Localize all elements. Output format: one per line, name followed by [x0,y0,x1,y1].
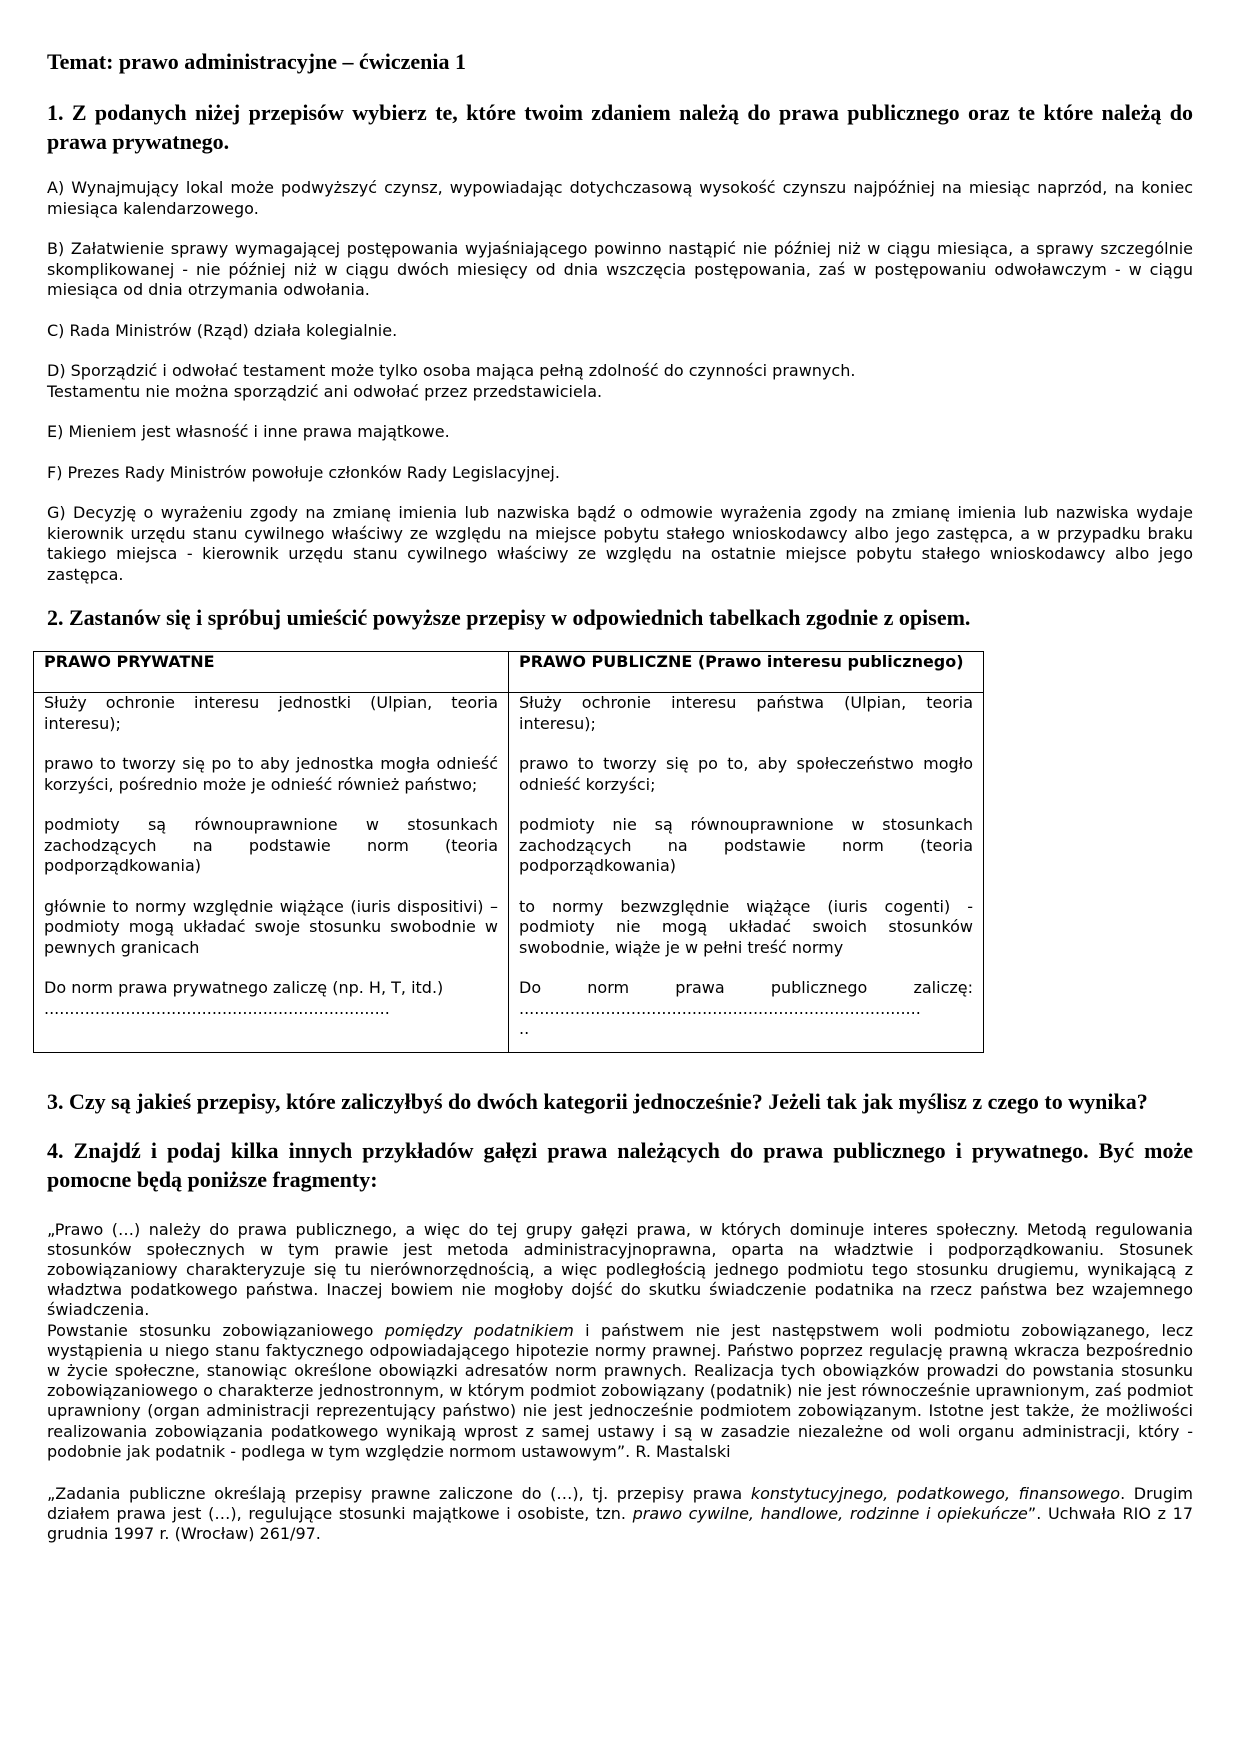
public-item-3: podmioty nie są równouprawnione w stosunkach zachodzących na podstawie norm (teoria podporządkowania) [519,815,973,875]
question-2: 2. Zastanów się i spróbuj umieścić powyższe przepisy w odpowiednich tabelkach zgodnie z opisem. [47,605,971,630]
provision-a: A) Wynajmujący lokal może podwyższyć czynsz, wypowiadając dotychczasową wysokość czynszu najpóźniej na miesiąc naprzód, na koniec miesiąca kalendarzowego. [47,178,1193,218]
quote-mastalski-p2: Powstanie stosunku zobowiązaniowego pomiędzy podatnikiem i państwem nie jest następstwem woli podmiotu zobowiązanego, lecz wystąpienia u niego stanu faktycznego odpowiadającego hipotezie normy prawnej. Państwo poprzez regulację prawną wkracza bezpośrednio w życie społeczne, stanowiąc określone obowiązki adresatów norm prawnych. Realizacja tych obowiązków prowadzi do powstania stosunku zobowiązaniowego o charakterze jednostronnym, w którym podmiot zobowiązany (podatnik) nie jest równocześnie uprawnionym, zaś podmiot uprawniony (organ administracji reprezentujący państwo) nie jest jednocześnie podmiotem zobowiązanym. Istotne jest także, że możliwości realizowania zobowiązania podatkowego wynikają wprost z samej ustawy i są w zasadzie niezależne od woli organu administracji, który - podobnie jak podatnik - podlega w tym względzie normom ustawowym”. R. Mastalski [47,1320,1193,1461]
private-item-1: Służy ochronie interesu jednostki (Ulpian, teoria interesu); [44,693,498,733]
provision-f: F) Prezes Rady Ministrów powołuje członków Rady Legislacyjnej. [47,462,560,482]
provision-b: B) Załatwienie sprawy wymagającej postępowania wyjaśniającego powinno nastąpić nie później niż w ciągu miesiąca, a sprawy szczególnie skomplikowanej - nie później niż w ciągu dwóch miesięcy od dnia wszczęcia postępowania, zaś w postępowaniu odwoławczym - w ciągu miesiąca od dnia otrzymania odwołania. [47,239,1193,299]
public-item-2: prawo to tworzy się po to, aby społeczeństwo mogło odnieść korzyści; [519,754,973,794]
public-item-5: Do norm prawa publicznego zaliczę: ............................................................................... .. [519,978,973,1038]
header-public-law: PRAWO PUBLICZNE (Prawo interesu publicznego) [509,652,984,693]
public-law-cell [509,693,984,1053]
table-header-row [34,652,984,693]
private-item-5: Do norm prawa prywatnego zaliczę (np. H, T, itd.) .................................................................... [44,978,444,1018]
question-3: 3. Czy są jakieś przepisy, które zaliczyłbyś do dwóch kategorii jednocześnie? Jeżeli tak jak myślisz z czego to wynika? [47,1088,1148,1114]
provision-d-line2: Testamentu nie można sporządzić ani odwołać przez przedstawiciela. [47,381,603,401]
provision-c: C) Rada Ministrów (Rząd) działa kolegialnie. [47,320,398,340]
provision-e: E) Mieniem jest własność i inne prawa majątkowe. [47,422,450,441]
header-private-law: PRAWO PRYWATNE [34,652,509,693]
document-title: Temat: prawo administracyjne – ćwiczenia 1 [47,49,466,74]
quote-mastalski-p1: „Prawo (…) należy do prawa publicznego, a więc do tej grupy gałęzi prawa, w których dominuje interes społeczny. Metodą regulowania stosunków społecznych w tym prawie jest metoda administracyjnoprawna, oparta na władztwie i podporządkowaniu. Stosunek zobowiązaniowy charakteryzuje się tu nierównorzędnością, a więc podległością jednego podmiotu tego stosunku drugiemu, wynikającą z władztwa podatkowego państwa. Inaczej bowiem nie mogłoby dojść do skutku świadczenie podatnika na rzecz państwa bez wzajemnego świadczenia. [47,1219,1193,1320]
question-1: 1. Z podanych niżej przepisów wybierz te, które twoim zdaniem należą do prawa publicznego oraz te które należą do prawa prywatnego. [47,100,1193,154]
public-item-1: Służy ochronie interesu państwa (Ulpian, teoria interesu); [519,693,973,733]
quote-mastalski [47,1220,1193,1462]
quote-rio [47,1484,1193,1545]
provision-d [47,361,1193,402]
private-item-4: głównie to normy względnie wiążące (iuris dispositivi) – podmioty mogą układać swoje stosunku swobodnie w pewnych granicach [44,896,498,957]
comparison-table [33,651,984,1053]
private-item-3: podmioty są równouprawnione w stosunkach zachodzących na podstawie norm (teoria podporządkowania) [44,815,498,875]
quote-rio-text: „Zadania publiczne określają przepisy prawne zaliczone do (…), tj. przepisy prawa konstytucyjnego, podatkowego, finansowego. Drugim działem prawa jest (…), regulujące stosunki majątkowe i osobiste, tzn. prawo cywilne, handlowe, rodzinne i opiekuńcze”. Uchwała RIO z 17 grudnia 1997 r. (Wrocław) 261/97. [47,1483,1194,1544]
provision-g: G) Decyzję o wyrażeniu zgody na zmianę imienia lub nazwiska bądź o odmowie wyrażenia zgody na zmianę imienia lub nazwiska wydaje kierownik urzędu stanu cywilnego właściwy ze względu na miejsce pobytu stałego wnioskodawcy albo jego zastępca, a w przypadku braku takiego miejsca - kierownik urzędu stanu cywilnego właściwy ze względu na ostatnie miejsce pobytu stałego wnioskodawcy albo jego zastępca. [47,503,1193,584]
table-row [34,693,984,1053]
document-page [44,48,1194,1567]
public-item-4: to normy bezwzględnie wiążące (iuris cogenti) - podmioty nie mogą układać swoich stosunków swobodnie, wiąże je w pełni treść normy [519,896,973,957]
private-item-2: prawo to tworzy się po to aby jednostka mogła odnieść korzyści, pośrednio może je odnieść również państwo; [44,754,498,794]
provision-d-line1: D) Sporządzić i odwołać testament może tylko osoba mająca pełną zdolność do czynności prawnych. [47,361,856,380]
private-law-cell [34,693,509,1053]
question-4: 4. Znajdź i podaj kilka innych przykładów gałęzi prawa należących do prawa publicznego i prywatnego. Być może pomocne będą poniższe fragmenty: [47,1137,1193,1192]
